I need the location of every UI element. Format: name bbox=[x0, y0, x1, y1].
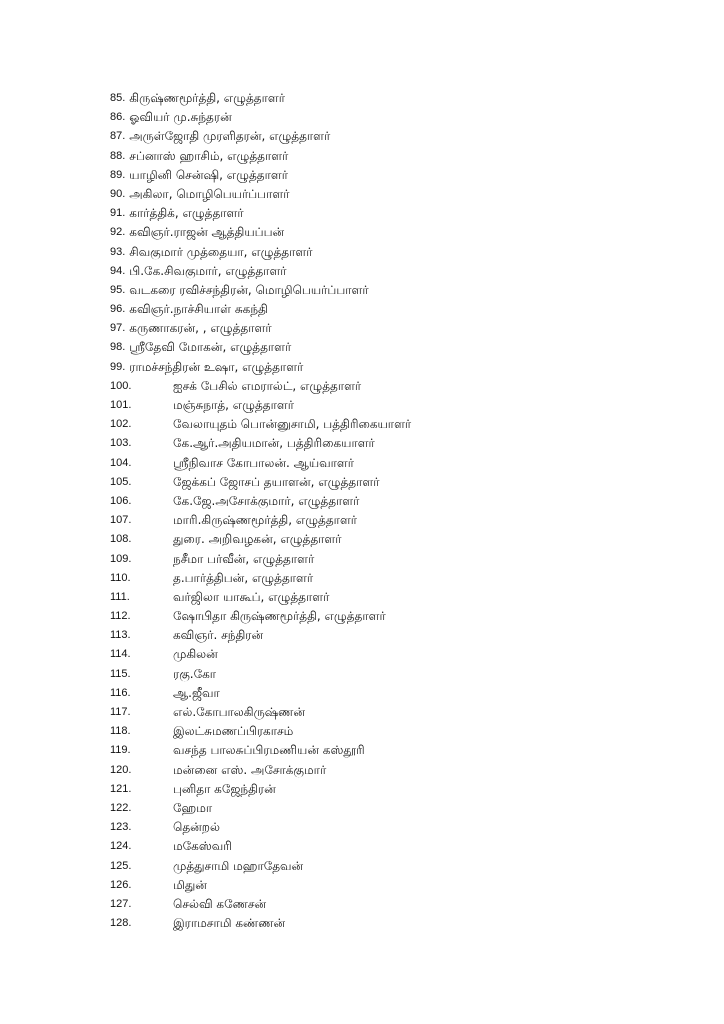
list-item bbox=[110, 550, 670, 569]
list-item-text: கே.ஆர்.அதியமான், பத்திரிகையாளர் bbox=[173, 436, 375, 451]
list-item bbox=[110, 530, 670, 549]
list-item-number: 111. bbox=[110, 590, 130, 603]
list-item-text: இராமசாமி கண்ணன் bbox=[173, 916, 286, 931]
name-list bbox=[110, 89, 670, 933]
list-item bbox=[110, 876, 670, 895]
list-item-text: ஸ்ரீநிவாச கோபாலன். ஆய்வாளர் bbox=[173, 455, 354, 470]
list-item-text: வசந்த பாலசுப்பிரமணியன் கஸ்தூரி bbox=[173, 743, 365, 758]
list-item bbox=[110, 243, 670, 262]
list-item-number: 110. bbox=[110, 571, 131, 584]
list-item-text: ஸ்ரீதேவி மோகன், எழுத்தாளர் bbox=[129, 340, 292, 355]
list-item-number: 113. bbox=[110, 629, 131, 642]
list-item bbox=[110, 761, 670, 780]
list-item-text: ஷோபிதா கிருஷ்ணமூர்த்தி, எழுத்தாளர் bbox=[173, 609, 386, 624]
list-item-number: 89. bbox=[110, 168, 126, 181]
list-item-text: பி.கே.சிவகுமார், எழுத்தாளர் bbox=[129, 263, 287, 278]
list-item-text: ஜேக்கப் ஜோசப் தயாளன், எழுத்தாளர் bbox=[173, 474, 380, 489]
list-item bbox=[110, 223, 670, 242]
list-item bbox=[110, 358, 670, 377]
list-item-text: ரகு.கோ bbox=[173, 666, 217, 681]
list-item-number: 126. bbox=[110, 878, 132, 891]
list-item-text: அருள்ஜோதி முரளிதரன், எழுத்தாளர் bbox=[129, 129, 331, 144]
list-item-text: கவிஞர்.ராஜன் ஆத்தியப்பன் bbox=[129, 225, 285, 240]
list-item bbox=[110, 626, 670, 645]
list-item bbox=[110, 281, 670, 300]
list-item bbox=[110, 147, 670, 166]
list-item-text: கார்த்திக், எழுத்தாளர் bbox=[129, 206, 244, 221]
list-item bbox=[110, 511, 670, 530]
list-item bbox=[110, 434, 670, 453]
list-item-text: எல்.கோபாலகிருஷ்ணன் bbox=[173, 705, 306, 719]
list-item bbox=[110, 338, 670, 357]
list-item-number: 116. bbox=[110, 686, 131, 699]
list-item-number: 88. bbox=[110, 149, 126, 162]
list-item-number: 102. bbox=[110, 418, 132, 431]
list-item-number: 118. bbox=[110, 725, 131, 738]
list-item bbox=[110, 684, 670, 703]
list-item-text: சிவகுமார் முத்தையா, எழுத்தாளர் bbox=[129, 244, 313, 259]
list-item-number: 127. bbox=[110, 897, 132, 910]
list-item-number: 114. bbox=[110, 648, 131, 661]
list-item-number: 108. bbox=[110, 533, 132, 546]
list-item-text: ஹேமா bbox=[173, 800, 213, 815]
list-item-text: த.பார்த்திபன், எழுத்தாளர் bbox=[173, 570, 314, 585]
list-item-text: ஆ.ஜீவா bbox=[173, 685, 220, 700]
list-item bbox=[110, 492, 670, 511]
list-item bbox=[110, 473, 670, 492]
list-item-text: ஐசக் பேசில் எமரால்ட், எழுத்தாளர் bbox=[173, 378, 362, 393]
list-item bbox=[110, 166, 670, 185]
list-item-number: 125. bbox=[110, 859, 132, 872]
list-item bbox=[110, 262, 670, 281]
list-item-text: ராமச்சந்திரன் உஷா, எழுத்தாளர் bbox=[129, 359, 304, 374]
list-item-number: 104. bbox=[110, 456, 132, 469]
list-item-number: 101. bbox=[110, 399, 132, 411]
list-item-number: 117. bbox=[110, 706, 131, 718]
list-item-text: துரை. அறிவழகன், எழுத்தாளர் bbox=[173, 532, 342, 547]
list-item-text: மகேஸ்வரி bbox=[173, 839, 232, 854]
list-item-text: ஓவியர் மு.சுந்தரன் bbox=[129, 110, 232, 125]
list-item-text: கிருஷ்ணமூர்த்தி, எழுத்தாளர் bbox=[129, 91, 285, 105]
list-item bbox=[110, 204, 670, 223]
list-item bbox=[110, 799, 670, 818]
list-item bbox=[110, 818, 670, 837]
list-item bbox=[110, 415, 670, 434]
list-item bbox=[110, 607, 670, 626]
list-item-number: 92. bbox=[110, 226, 126, 239]
list-item bbox=[110, 741, 670, 760]
list-item bbox=[110, 454, 670, 473]
list-item-text: வர்ஜிலா யாகூப், எழுத்தாளர் bbox=[173, 589, 330, 604]
list-item bbox=[110, 89, 670, 108]
list-item bbox=[110, 569, 670, 588]
list-item-number: 87. bbox=[110, 130, 126, 143]
list-item-number: 90. bbox=[110, 187, 126, 200]
list-item bbox=[110, 703, 670, 722]
list-item bbox=[110, 127, 670, 146]
list-item bbox=[110, 895, 670, 914]
list-item-number: 119. bbox=[110, 744, 131, 757]
list-item-number: 94. bbox=[110, 264, 126, 277]
list-item-text: மஞ்சுநாத், எழுத்தாளர் bbox=[173, 398, 294, 412]
list-item-text: அகிலா, மொழிபெயர்ப்பாளர் bbox=[129, 186, 290, 201]
list-item-text: கவிஞர்.நாச்சியாள் சுகந்தி bbox=[129, 302, 268, 317]
list-item bbox=[110, 396, 670, 415]
list-item-number: 112. bbox=[110, 610, 131, 623]
list-item bbox=[110, 300, 670, 319]
list-item-number: 115. bbox=[110, 667, 131, 680]
list-item-text: இலட்சுமணப்பிரகாசம் bbox=[173, 724, 294, 739]
list-item-text: புனிதா கஜேந்திரன் bbox=[173, 781, 276, 796]
list-item-text: செல்வி கணேசன் bbox=[173, 896, 267, 911]
list-item-text: மன்னை எஸ். அசோக்குமார் bbox=[173, 762, 327, 777]
list-item-text: மாரி.கிருஷ்ணமூர்த்தி, எழுத்தாளர் bbox=[173, 513, 358, 528]
list-item bbox=[110, 665, 670, 684]
list-item-number: 103. bbox=[110, 437, 132, 450]
list-item-text: கருணாகரன், , எழுத்தாளர் bbox=[129, 321, 272, 336]
list-item-text: கே.ஜே.அசோக்குமார், எழுத்தாளர் bbox=[173, 493, 360, 508]
list-item bbox=[110, 185, 670, 204]
list-item-number: 121. bbox=[110, 782, 132, 795]
list-item bbox=[110, 588, 670, 607]
list-item-number: 97. bbox=[110, 322, 126, 335]
list-item-number: 128. bbox=[110, 917, 132, 930]
list-item bbox=[110, 377, 670, 396]
list-item bbox=[110, 780, 670, 799]
list-item bbox=[110, 837, 670, 856]
list-item bbox=[110, 108, 670, 127]
list-item-number: 85. bbox=[110, 92, 126, 104]
list-item-number: 109. bbox=[110, 552, 132, 565]
list-item-number: 98. bbox=[110, 341, 126, 354]
list-item-number: 123. bbox=[110, 821, 132, 834]
list-item-number: 105. bbox=[110, 475, 132, 488]
list-item-text: வேலாயுதம் பொன்னுசாமி, பத்திரிகையாளர் bbox=[173, 417, 412, 432]
list-item-text: முகிலன் bbox=[173, 647, 218, 662]
list-item-number: 96. bbox=[110, 303, 126, 316]
list-item-number: 124. bbox=[110, 840, 132, 853]
list-item-number: 107. bbox=[110, 514, 132, 527]
list-item-text: கவிஞர். சந்திரன் bbox=[173, 628, 264, 643]
list-item-text: யாழினி சென்ஷி, எழுத்தாளர் bbox=[129, 167, 288, 182]
list-item-text: சப்னாஸ் ஹாசிம், எழுத்தாளர் bbox=[129, 148, 289, 163]
list-item-number: 91. bbox=[110, 207, 126, 220]
list-item-text: முத்துசாமி மஹாதேவன் bbox=[173, 858, 304, 873]
list-item-number: 106. bbox=[110, 494, 132, 507]
list-item-number: 100. bbox=[110, 379, 132, 392]
list-item-number: 122. bbox=[110, 801, 132, 814]
list-item bbox=[110, 319, 670, 338]
list-item bbox=[110, 857, 670, 876]
list-item-text: தென்றல் bbox=[173, 820, 220, 835]
list-item bbox=[110, 645, 670, 664]
list-item-number: 93. bbox=[110, 245, 126, 258]
list-item-text: வடகரை ரவிச்சந்திரன், மொழிபெயர்ப்பாளர் bbox=[129, 282, 369, 297]
list-item-text: நசீமா பர்வீன், எழுத்தாளர் bbox=[173, 551, 315, 566]
list-item bbox=[110, 914, 670, 933]
list-item-number: 99. bbox=[110, 360, 126, 373]
list-item bbox=[110, 722, 670, 741]
list-item-number: 86. bbox=[110, 111, 126, 124]
list-item-number: 120. bbox=[110, 763, 132, 776]
list-item-number: 95. bbox=[110, 283, 126, 296]
list-item-text: மிதுன் bbox=[173, 877, 207, 892]
